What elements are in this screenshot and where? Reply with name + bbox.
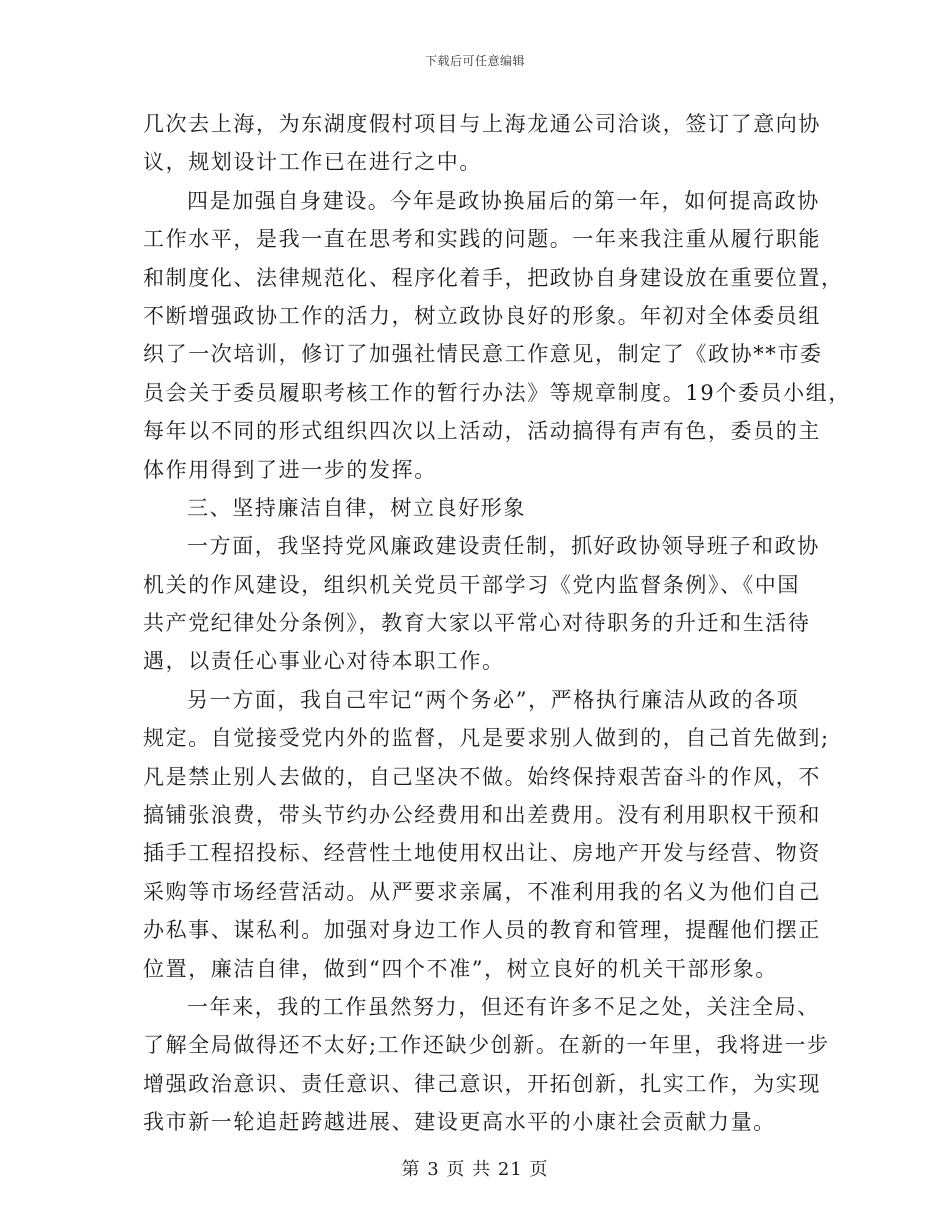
text-line: 和制度化、法律规范化、程序化着手，把政协自身建设放在重要位置， (143, 265, 844, 290)
text-line: 员会关于委员履职考核工作的暂行办法》等规章制度。19个委员小组， (143, 380, 851, 405)
text-line: 四是加强自身建设。今年是政协换届后的第一年，如何提高政协 (187, 188, 820, 213)
page-header (0, 52, 950, 69)
text-line: 采购等市场经营活动。从严要求亲属，不准利用我的名义为他们自己 (143, 879, 821, 904)
text-line: 插手工程招投标、经营性土地使用权出让、房地产开发与经营、物资 (143, 841, 821, 866)
text-line: 我市新一轮追赶跨越进展、建设更高水平的小康社会贡献力量。 (143, 1110, 776, 1135)
text-line: 一年来，我的工作虽然努力，但还有许多不足之处，关注全局、 (187, 994, 820, 1019)
text-line: 议，规划设计工作已在进行之中。 (143, 150, 482, 175)
text-line: 共产党纪律处分条例》，教育大家以平常心对待职务的升迁和生活待 (143, 611, 811, 636)
text-line: 机关的作风建设，组织机关党员干部学习《党内监督条例》、《中国 (143, 572, 800, 597)
text-line: 增强政治意识、责任意识、律己意识，开拓创新，扎实工作，为实现 (143, 1071, 821, 1096)
text-line: 织了一次培训，修订了加强社情民意工作意见，制定了《政协**市委 (143, 342, 823, 367)
text-line: 遇，以责任心事业心对待本职工作。 (143, 649, 505, 674)
text-line: 了解全局做得还不太好;工作还缺少创新。在新的一年里，我将进一步 (143, 1033, 830, 1058)
text-line: 一方面，我坚持党风廉政建设责任制，抓好政协领导班子和政协 (187, 534, 820, 559)
text-line: 体作用得到了进一步的发挥。 (143, 457, 437, 482)
text-line: 规定。自觉接受党内外的监督，凡是要求别人做到的，自己首先做到; (143, 726, 830, 751)
page-number: 第 3 页 共 21 页 (401, 1159, 549, 1180)
text-line: 搞铺张浪费，带头节约办公经费用和出差费用。没有利用职权干预和 (143, 803, 821, 828)
document-body (143, 105, 851, 1142)
text-line: 凡是禁止别人去做的，自己坚决不做。始终保持艰苦奋斗的作风，不 (143, 764, 821, 789)
text-line: 位置，廉洁自律，做到“四个不准”，树立良好的机关干部形象。 (143, 956, 778, 981)
text-line: 办私事、谋私利。加强对身边工作人员的教育和管理，提醒他们摆正 (143, 918, 821, 943)
page-footer (0, 1155, 950, 1181)
text-line: 不断增强政协工作的活力，树立政协良好的形象。年初对全体委员组 (143, 303, 821, 328)
text-line: 每年以不同的形式组织四次以上活动，活动搞得有声有色，委员的主 (143, 419, 821, 444)
text-line: 另一方面，我自己牢记“两个务必”，严格执行廉洁从政的各项 (187, 687, 800, 712)
header-note: 下载后可任意编辑 (424, 54, 525, 68)
text-line: 几次去上海，为东湖度假村项目与上海龙通公司洽谈，签订了意向协 (143, 112, 821, 136)
text-line: 工作水平，是我一直在思考和实践的问题。一年来我注重从履行职能 (143, 227, 821, 252)
text-line: 三、坚持廉洁自律，树立良好形象 (187, 495, 526, 520)
